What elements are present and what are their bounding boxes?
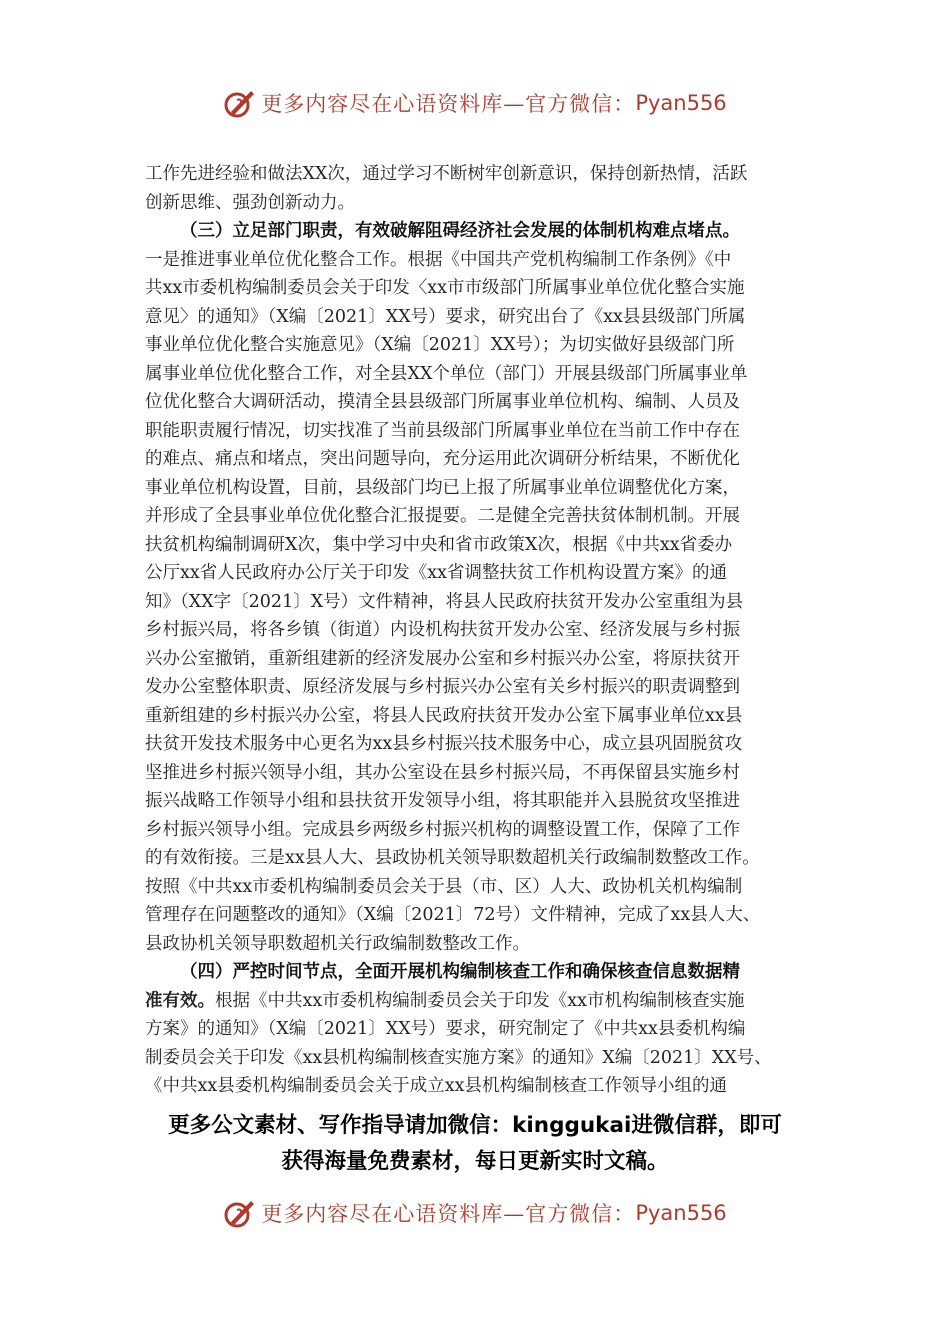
text-line: 事业单位优化整合实施意见》（X编〔2021〕XX号）；为切实做好县级部门所 [145,335,735,355]
pen-logo-icon [223,86,257,120]
text-line: 公厅xx省人民政府办公厅关于印发《xx省调整扶贫工作机构设置方案》的通 [145,563,727,583]
text-line: 乡村振兴局，将各乡镇（街道）内设机构扶贫开发办公室、经济发展与乡村振 [145,620,740,640]
text-line: 扶贫开发技术服务中心更名为xx县乡村振兴技术服务中心，成立县巩固脱贫攻 [145,734,743,754]
text-line: 属事业单位优化整合工作，对全县XX个单位（部门）开展县级部门所属事业单 [145,363,748,384]
text-line: 坚推进乡村振兴领导小组，其办公室设在县乡村振兴局，不再保留县实施乡村 [145,762,740,783]
bold-lead: 准有效。 [145,990,215,1011]
text-line [145,987,809,1016]
text-line: 创新思维、强劲创新动力。 [145,192,355,213]
text-line: 县政协机关领导职数超机关行政编制数整改工作。 [145,933,530,954]
text-line: 管理存在问题整改的通知》（X编〔2021〕72号）文件精神，完成了xx县人大、 [145,905,761,925]
banner-text: 更多内容尽在心语资料库—官方微信： [261,92,636,116]
text-line: 共xx市委机构编制委员会关于印发〈xx市市级部门所属事业单位优化整合实施 [145,278,745,298]
text-line: （四）严控时间节点，全面开展机构编制核查工作和确保核查信息数据精 [180,962,740,982]
text-line: 乡村振兴领导小组。完成县乡两级乡村振兴机构的调整设置工作，保障了工作 [145,819,740,840]
promo-line-2: 获得海量免费素材，每日更新实时文稿。 [281,1149,669,1174]
text-line: 振兴战略工作领导小组和县扶贫开发领导小组，将其职能并入县脱贫攻坚推进 [145,791,740,811]
header-banner [0,80,950,126]
text-line: 兴办公室撤销，重新组建新的经济发展办公室和乡村振兴办公室，将原扶贫开 [145,648,740,669]
text-line: 的有效衔接。三是xx县人大、县政协机关领导职数超机关行政编制数整改工作。 [145,848,760,868]
text-line: 知》（XX字〔2021〕X号）文件精神，将县人民政府扶贫开发办公室重组为县 [145,591,744,612]
promo-block [0,1108,950,1180]
text-line: 方案》的通知》（X编〔2021〕XX号）要求，研究制定了《中共xx县委机构编 [145,1019,746,1039]
text-line: 《中共xx县委机构编制委员会关于成立xx县机构编制核查工作领导小组的通 [145,1076,727,1096]
text-line: 职能职责履行情况，切实找准了当前县级部门所属事业单位在当前工作中存在 [145,420,740,441]
text-line: 的难点、痛点和堵点，突出问题导向，充分运用此次调研分析结果，不断优化 [145,449,740,469]
text-line: 位优化整合大调研活动，摸清全县县级部门所属事业单位机构、编制、人员及 [145,392,740,412]
text-line: 工作先进经验和做法XX次，通过学习不断树牢创新意识，保持创新热情，活跃 [145,164,748,184]
footer-banner [0,1190,950,1236]
text-line: 一是推进事业单位优化整合工作。根据《中国共产党机构编制工作条例》《中 [145,249,732,270]
text-line: 发办公室整体职责、原经济发展与乡村振兴办公室有关乡村振兴的职责调整到 [145,677,740,697]
document-body [145,160,809,1101]
text-line: 制委员会关于印发《xx县机构编制核查实施方案》的通知》X编〔2021〕XX号、 [145,1047,772,1068]
text-line: 按照《中共xx市委机构编制委员会关于县（市、区）人大、政协机关机构编制 [145,876,743,897]
banner-wechat-id: Pyan556 [635,91,727,115]
line-rest: 根据《中共xx市委机构编制委员会关于印发《xx市机构编制核查实施 [215,990,745,1011]
text-line: 意见〉的通知》（X编〔2021〕XX号）要求，研究出台了《xx县县级部门所属 [145,306,746,327]
pen-logo-icon [223,1196,257,1230]
banner-wechat-id: Pyan556 [635,1201,727,1225]
text-line: 事业单位机构设置，目前，县级部门均已上报了所属事业单位调整优化方案， [145,477,740,498]
text-line: 扶贫机构编制调研X次，集中学习中央和省市政策X次，根据《中共xx省委办 [145,534,733,555]
text-line: 并形成了全县事业单位优化整合汇报提要。二是健全完善扶贫体制机制。开展 [145,506,740,526]
text-line: （三）立足部门职责，有效破解阻碍经济社会发展的体制机构难点堵点。 [180,221,740,241]
promo-line-1: 更多公文素材、写作指导请加微信：kinggukai进微信群，即可 [168,1113,782,1138]
banner-text: 更多内容尽在心语资料库—官方微信： [261,1202,636,1226]
text-line: 重新组建的乡村振兴办公室，将县人民政府扶贫开发办公室下属事业单位xx县 [145,705,743,726]
